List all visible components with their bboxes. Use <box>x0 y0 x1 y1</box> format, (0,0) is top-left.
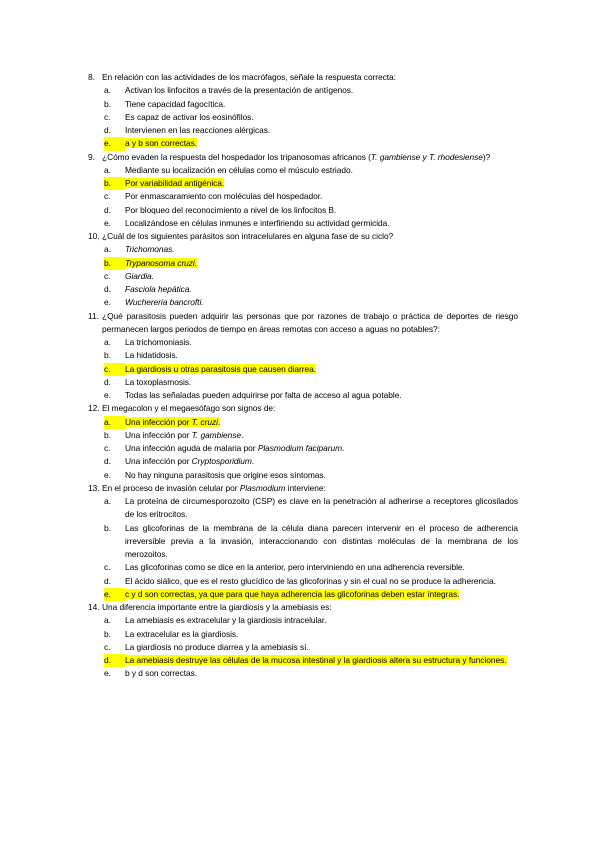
option-letter: a. <box>104 337 111 347</box>
option-letter: e. <box>104 469 111 480</box>
answer-option <box>104 376 518 389</box>
option-letter: b. <box>104 628 111 639</box>
option-text <box>125 469 518 482</box>
option-letter: e. <box>104 668 111 679</box>
answer-option <box>104 349 518 362</box>
question-number: 13. <box>88 482 100 493</box>
question-text <box>102 310 518 337</box>
text-run: La giardiosis u otras parasitosis que causen diarrea. <box>125 363 317 374</box>
option-text <box>125 98 518 111</box>
option-text <box>125 376 518 389</box>
option-text <box>125 349 518 362</box>
text-run: La trichomoniasis. <box>125 337 192 347</box>
answer-option-highlighted <box>104 363 518 376</box>
text-run: b y d son correctas. <box>125 668 198 679</box>
answer-option-highlighted <box>104 588 518 601</box>
option-text <box>125 243 518 256</box>
answer-highlight <box>125 417 220 427</box>
option-text <box>125 111 518 124</box>
text-run: Una infección por <box>125 429 192 440</box>
text-run: La extracelular es la giardiosis. <box>125 628 239 639</box>
text-run: La giardiosis no produce diarrea y la amebiasis sí. <box>125 641 309 652</box>
answer-option-highlighted <box>104 257 518 270</box>
question-stem <box>88 482 518 495</box>
question-block <box>88 310 518 403</box>
text-run: Las glicoforinas de la membrana de la célula diana parecen intervenir en el proceso de adherencia irreversible previa a la invasión, interaccionando con distintas moléculas de la membrana de los merozoitos. <box>125 522 518 559</box>
option-letter: b. <box>104 522 111 533</box>
question-number: 9. <box>88 151 95 162</box>
option-letter: c. <box>104 641 111 652</box>
answer-option <box>104 561 518 574</box>
option-text <box>125 164 518 177</box>
question-number: 11. <box>88 310 99 321</box>
answer-highlight <box>125 138 197 148</box>
text-run: interviene: <box>285 482 326 493</box>
option-text <box>125 270 518 283</box>
option-letter: b. <box>104 429 111 440</box>
question-number: 8. <box>88 72 95 82</box>
italic-text-run: Plasmodium faciparum <box>257 443 342 453</box>
question-text <box>102 71 518 84</box>
text-run: Tiene capacidad fagocítica. <box>125 98 226 109</box>
question-text <box>102 482 518 495</box>
italic-text-run: Wuchereria bancrofti. <box>125 297 204 308</box>
option-text <box>125 190 518 203</box>
option-text <box>125 336 518 349</box>
question-block <box>88 230 518 310</box>
italic-text-run: Giardia. <box>125 270 154 281</box>
text-run: a y b son correctas. <box>125 138 198 149</box>
question-stem <box>88 151 518 164</box>
answer-options <box>104 164 518 230</box>
option-letter: a. <box>104 416 125 429</box>
question-stem <box>88 71 518 84</box>
option-text <box>125 654 518 667</box>
option-letter: d. <box>104 204 111 215</box>
text-run: La amebiasis destruye las células de la mucosa intestinal y la giardiosis altera su estructura y funciones. <box>125 655 507 665</box>
text-run: Por bloqueo del reconocimiento a nivel de los linfocitos B. <box>125 204 337 215</box>
answer-option <box>104 429 518 442</box>
option-letter: b. <box>104 98 111 109</box>
option-letter: a. <box>104 615 111 626</box>
answer-option <box>104 389 518 402</box>
text-run: La amebiasis es extracelular y la giardiosis intracelular. <box>125 615 327 626</box>
text-run: Una diferencia importante entre la giardiosis y la amebiasis es: <box>102 602 332 612</box>
answer-highlight <box>125 364 316 374</box>
option-text <box>125 455 518 468</box>
option-text <box>125 389 518 402</box>
question-number: 14. <box>88 602 100 612</box>
option-text <box>125 177 518 190</box>
italic-text-run: T. cruzi <box>191 416 218 427</box>
answer-option <box>104 455 518 468</box>
answer-option <box>104 667 518 680</box>
answer-option <box>104 190 518 203</box>
option-letter: d. <box>104 125 111 135</box>
option-text <box>125 495 518 522</box>
text-run: Una infección por <box>125 456 192 467</box>
answer-highlight <box>125 655 507 665</box>
question-number: 12. <box>88 403 100 414</box>
answer-option <box>104 336 518 349</box>
answer-option <box>104 204 518 217</box>
option-text <box>125 217 518 230</box>
text-run: Las glicoforinas como se dice en la anterior, pero interviniendo en una adherencia reversible. <box>125 562 465 573</box>
option-text <box>125 204 518 217</box>
italic-text-run: Trichomonas. <box>125 244 175 255</box>
answer-highlight <box>125 589 459 599</box>
answer-option <box>104 442 518 455</box>
answer-option <box>104 628 518 641</box>
text-run: Localizándose en células inmunes e interfiriendo su actividad germicida. <box>125 217 390 228</box>
answer-option <box>104 575 518 588</box>
option-text <box>125 561 518 574</box>
answer-options <box>104 336 518 402</box>
option-text <box>125 429 518 442</box>
question-stem <box>88 310 518 337</box>
italic-text-run: T. gambiense y T. rhodesiense <box>370 151 483 162</box>
answer-option <box>104 522 518 562</box>
italic-text-run: Fasciola hepática. <box>125 284 192 294</box>
text-run: . <box>240 429 244 440</box>
answer-option <box>104 270 518 283</box>
option-text <box>125 628 518 641</box>
answer-option <box>104 111 518 124</box>
text-run: La toxoplasmosis. <box>125 376 192 387</box>
answer-option <box>104 469 518 482</box>
question-stem <box>88 601 518 614</box>
question-block <box>88 482 518 601</box>
option-letter: c. <box>104 191 111 202</box>
option-letter: b. <box>104 350 111 361</box>
question-block <box>88 71 518 151</box>
option-text <box>125 522 518 562</box>
question-number: 10. <box>88 231 100 241</box>
option-letter: d. <box>104 575 111 586</box>
text-run: El ácido siálico, que es el resto glucídico de las glicoforinas y sin el cual no se produce la adherencia. <box>125 575 496 586</box>
answer-options <box>104 614 518 680</box>
answer-options <box>104 416 518 482</box>
italic-text-run: Trypanosoma cruzi. <box>125 257 198 268</box>
question-block <box>88 402 518 482</box>
italic-text-run: Plasmodium <box>239 482 286 493</box>
text-run: En el proceso de invasión celular por <box>102 482 240 493</box>
question-text <box>102 601 518 614</box>
answer-option <box>104 124 518 137</box>
answer-option <box>104 217 518 230</box>
option-letter: b. <box>104 257 125 270</box>
text-run: Todas las señaladas pueden adquirirse por falta de acceso al agua potable. <box>125 390 402 400</box>
option-text <box>125 442 518 455</box>
question-text <box>102 402 518 415</box>
option-letter: c. <box>104 270 111 281</box>
question-text <box>102 230 518 243</box>
option-letter: d. <box>104 654 125 667</box>
option-letter: b. <box>104 177 125 190</box>
option-letter: e. <box>104 137 125 150</box>
answer-option <box>104 243 518 256</box>
text-run: Es capaz de activar los eosinófilos. <box>125 111 254 122</box>
option-letter: e. <box>104 217 111 228</box>
text-run: En relación con las actividades de los macrófagos, señale la respuesta correcta: <box>102 72 396 82</box>
answer-options <box>104 84 518 150</box>
text-run: Mediante su localización en células como el músculo estriado. <box>125 164 353 175</box>
option-letter: a. <box>104 244 111 255</box>
answer-option-highlighted <box>104 416 518 429</box>
text-run: Intervienen en las reacciones alérgicas. <box>125 125 271 135</box>
answer-highlight <box>125 178 224 188</box>
text-run: c y d son correctas, ya que para que haya adherencia las glicoforinas deben estar íntegras. <box>125 588 460 599</box>
option-text <box>125 575 518 588</box>
option-letter: e. <box>104 588 125 601</box>
option-letter: a. <box>104 496 111 506</box>
text-run: El megacolon y el megaesófago son signos de: <box>102 403 276 414</box>
option-letter: a. <box>104 85 111 96</box>
question-block <box>88 151 518 231</box>
option-text <box>125 283 518 296</box>
option-letter: d. <box>104 284 111 294</box>
question-stem <box>88 230 518 243</box>
question-text <box>102 151 518 164</box>
text-run: ¿Cómo evaden la respuesta del hospedador los tripanosomas africanos ( <box>102 151 371 162</box>
italic-text-run: T. gambiense <box>191 429 241 440</box>
answer-option <box>104 84 518 97</box>
answer-options <box>104 243 518 309</box>
option-text <box>125 84 518 97</box>
italic-text-run: Cryptosporidium <box>191 456 252 467</box>
answer-options <box>104 495 518 601</box>
answer-option <box>104 296 518 309</box>
answer-option <box>104 98 518 111</box>
option-letter: c. <box>104 111 111 122</box>
answer-option <box>104 283 518 296</box>
option-text <box>125 588 518 601</box>
option-text <box>125 124 518 137</box>
answer-option-highlighted <box>104 654 518 667</box>
answer-option <box>104 495 518 522</box>
option-text <box>125 296 518 309</box>
answer-highlight <box>125 258 197 268</box>
option-letter: c. <box>104 562 111 573</box>
option-letter: c. <box>104 443 111 453</box>
answer-option-highlighted <box>104 137 518 150</box>
text-run: ¿Qué parasitosis pueden adquirir las personas que por razones de trabajo o práctica de deportes de riesgo permanecen largos periodos de tiempo en áreas remotas con acceso a aguas no potables?: <box>102 310 518 334</box>
text-run: Por enmascaramiento con moléculas del hospedador. <box>125 191 323 202</box>
text-run: Activan los linfocitos a través de la presentación de antígenos. <box>125 85 354 96</box>
option-letter: c. <box>104 363 125 376</box>
text-run: No hay ninguna parasitosis que origine esos síntomas. <box>125 469 326 480</box>
text-run: La hidatidosis. <box>125 350 178 361</box>
option-text <box>125 641 518 654</box>
text-run: . <box>342 443 345 453</box>
question-list <box>88 71 518 681</box>
text-run: Una infección por <box>125 416 192 427</box>
answer-option <box>104 641 518 654</box>
answer-option <box>104 614 518 627</box>
text-run: Por variabilidad antigénica. <box>125 178 225 188</box>
question-stem <box>88 402 518 415</box>
text-run: . <box>217 416 221 427</box>
text-run: Una infección aguda de malaria por <box>125 443 258 453</box>
option-letter: e. <box>104 297 111 308</box>
option-text <box>125 614 518 627</box>
option-letter: a. <box>104 164 111 175</box>
option-text <box>125 667 518 680</box>
answer-option-highlighted <box>104 177 518 190</box>
option-text <box>125 416 518 429</box>
text-run: La proteína de circumesporozoito (CSP) es clave en la penetración al adherirse a receptores glicosilados de los eritrocitos. <box>125 496 518 520</box>
option-letter: d. <box>104 376 111 387</box>
text-run: )? <box>482 151 491 162</box>
question-block <box>88 601 518 681</box>
text-run: ¿Cuál de los siguientes parásitos son intracelulares en alguna fase de su ciclo? <box>102 231 394 241</box>
option-text <box>125 137 518 150</box>
option-text <box>125 363 518 376</box>
answer-option <box>104 164 518 177</box>
option-text <box>125 257 518 270</box>
text-run: . <box>251 456 255 467</box>
option-letter: e. <box>104 390 111 400</box>
option-letter: d. <box>104 456 111 467</box>
